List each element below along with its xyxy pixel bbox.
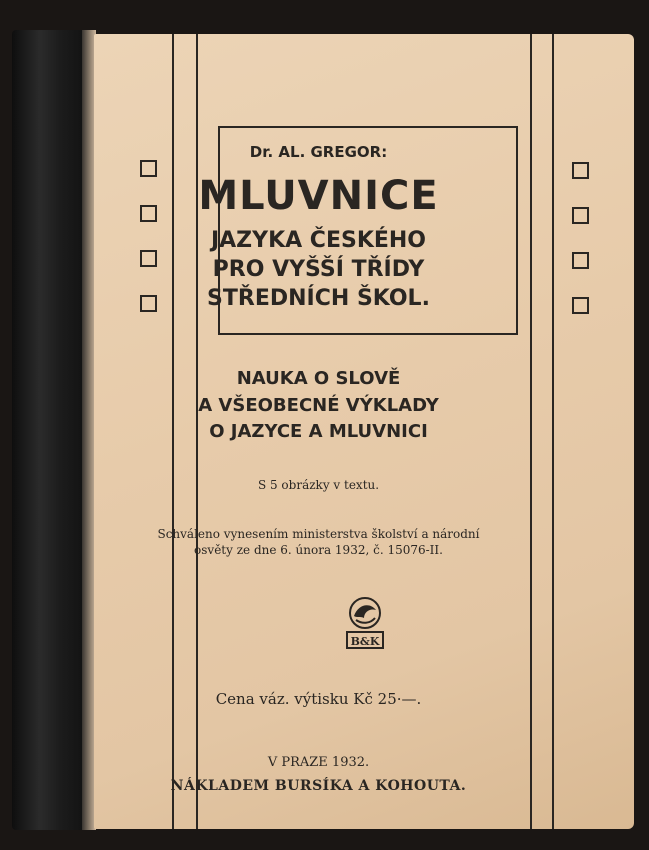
place-year: V PRAZE 1932. xyxy=(267,755,370,770)
illustrations-note: S 5 obrázky v textu. xyxy=(257,478,380,492)
subtitle-line-1: NAUKA O SLOVĚ xyxy=(236,368,401,389)
title-line-1: JAZYKA ČESKÉHO xyxy=(210,228,427,253)
publisher: NÁKLADEM BURSÍKA A KOHOUTA. xyxy=(170,778,467,794)
title-line-3: STŘEDNÍCH ŠKOL. xyxy=(207,286,430,311)
subtitle-line-2: A VŠEOBECNÉ VÝKLADY xyxy=(198,395,439,416)
price: Cena váz. výtisku Kč 25·—. xyxy=(215,690,422,708)
approval-line-2: osvěty ze dne 6. února 1932, č. 15076-II. xyxy=(194,543,443,557)
publisher-logo-text: B&K xyxy=(350,635,380,648)
book-title: MLUVNICE xyxy=(198,173,439,219)
approval-line-1: Schváleno vynesením ministerstva školství a národní xyxy=(157,527,480,541)
publisher-logo-icon xyxy=(342,596,388,652)
title-line-2: PRO VYŠŠÍ TŘÍDY xyxy=(212,257,425,282)
subtitle-line-3: O JAZYCE A MLUVNICI xyxy=(209,421,428,442)
author: Dr. AL. GREGOR: xyxy=(249,143,388,161)
